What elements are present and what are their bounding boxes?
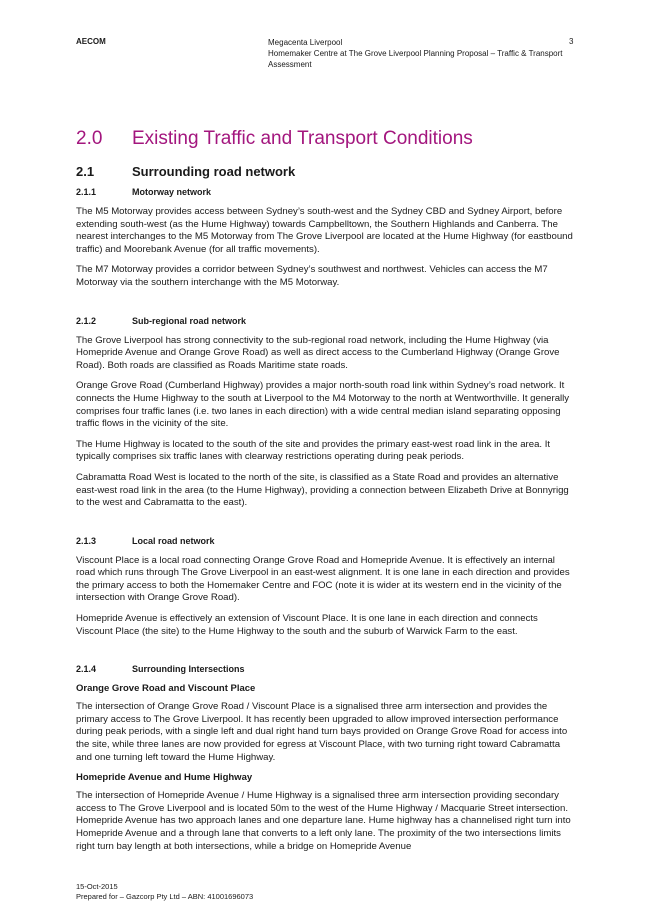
document-body — [76, 128, 576, 861]
intersections-title: Surrounding Intersections — [132, 664, 245, 675]
page-footer — [76, 882, 253, 902]
subregional-number: 2.1.2 — [76, 315, 97, 326]
paragraph: Orange Grove Road (Cumberland Highway) provides a major north-south road link within Sydney’s road network. It connects the Hume Highway to the south at Liverpool to the M4 Motorway to the north at Wentworthville. It generally comprises four traffic lanes (i.e. two lanes in each direction) with a wide central median island separating opposing traffic flows in the vicinity of the site. — [76, 380, 570, 430]
page-number: 3 — [569, 37, 574, 46]
paragraph: The M7 Motorway provides a corridor between Sydney’s southwest and northwest. Vehicles can access the M7 Motorway via the southern interchange with the M5 Motorway. — [76, 264, 548, 288]
paragraph: The M5 Motorway provides access between Sydney’s south-west and the Sydney CBD and Sydney Airport, before extending south-west (as the Hume Highway) towards Campbelltown, the Southern Highlands and Canberra. The nearest interchanges to the M5 Motorway from The Grove Liverpool are located at the Hume Highway (for eastbound traffic) and Moorebank Avenue (for all traffic movements). — [76, 206, 573, 255]
paragraph: The Grove Liverpool has strong connectivity to the sub-regional road network, including the Hume Highway (via Homepride Avenue and Orange Grove Road) as well as direct access to the Cumberland Highway (Orange Grove Road). Both roads are classified as Roads Maritime state roads. — [76, 334, 560, 371]
intersection-subheading: Orange Grove Road and Viscount Place — [76, 683, 256, 695]
paragraph: Homepride Avenue is effectively an extension of Viscount Place. It is one lane in each direction and connects Viscount Place (the site) to the Hume Highway to the south and the suburb of Warwick Farm to the east. — [76, 613, 538, 637]
local-heading — [76, 536, 576, 546]
section-title: Existing Traffic and Transport Conditions — [132, 128, 473, 149]
section-number: 2.0 — [76, 128, 103, 149]
subregional-heading — [76, 316, 576, 326]
subsection-number: 2.1 — [76, 164, 95, 179]
paragraph: The intersection of Orange Grove Road / Viscount Place is a signalised three arm intersection and provides the primary access to The Grove Liverpool. It has recently been upgraded to allow improved intersection performance during peak periods, with a single left and dual right hand turn bays provided on Orange Grove Road for access into the site, while three lanes are now provided for egress at Viscount Place, with two turning right toward Cabramatta and one turning left toward the Hume Highway. — [76, 701, 568, 763]
paragraph: Viscount Place is a local road connecting Orange Grove Road and Homepride Avenue. It is effectively an internal road which runs through The Grove Liverpool in an east-west alignment. It is one lane in each direction and provides the primary access to both the Homemaker Centre and FOC (note it is wider at its western end in the vicinity of the intersection with Orange Grove Road). — [76, 554, 570, 604]
footer-prepared-for: Prepared for – Gazcorp Pty Ltd – ABN: 41001696073 — [76, 892, 254, 901]
header-project-title: Megacenta Liverpool — [268, 38, 343, 47]
paragraph: Cabramatta Road West is located to the north of the site, is classified as a State Road and provides an alternative east-west road link in the area (to the Hume Highway), providing a connection between Elizabeth Drive at Bonnyrigg to the west and Cabramatta to the east). — [76, 471, 569, 509]
local-number: 2.1.3 — [76, 535, 97, 546]
header-company: AECOM — [76, 37, 106, 46]
subsection-heading — [76, 164, 576, 179]
intersections-heading — [76, 664, 576, 674]
footer-date: 15-Oct-2015 — [76, 882, 118, 891]
motorway-title: Motorway network — [132, 187, 212, 197]
header-project-info — [268, 37, 568, 70]
subsection-title: Surrounding road network — [132, 164, 296, 179]
paragraph: The intersection of Homepride Avenue / Hume Highway is a signalised three arm intersection providing secondary access to The Grove Liverpool and is located 50m to the west of the Hume Highway / Macquarie Street intersection. Homepride Avenue has two approach lanes and one departure lane. Hume highway has a channelised right turn into Homepride Avenue and a through lane that converts to a left only lane. The proximity of the two intersections limits right turn bay length at both intersections, while a bridge on Homepride Avenue — [76, 790, 571, 852]
paragraph: The Hume Highway is located to the south of the site and provides the primary east-west road link in the area. It typically comprises six traffic lanes with clearway restrictions operating during peak periods. — [76, 438, 551, 463]
section-heading — [76, 128, 576, 150]
motorway-number: 2.1.1 — [76, 187, 97, 197]
intersection-subheading: Homepride Avenue and Hume Highway — [76, 772, 253, 784]
subregional-title: Sub-regional road network — [132, 315, 247, 326]
header-project-subtitle: Homemaker Centre at The Grove Liverpool Planning Proposal – Traffic & Transport Assessment — [268, 49, 563, 69]
intersections-number: 2.1.4 — [76, 664, 97, 675]
motorway-heading — [76, 187, 576, 197]
local-title: Local road network — [132, 535, 215, 546]
